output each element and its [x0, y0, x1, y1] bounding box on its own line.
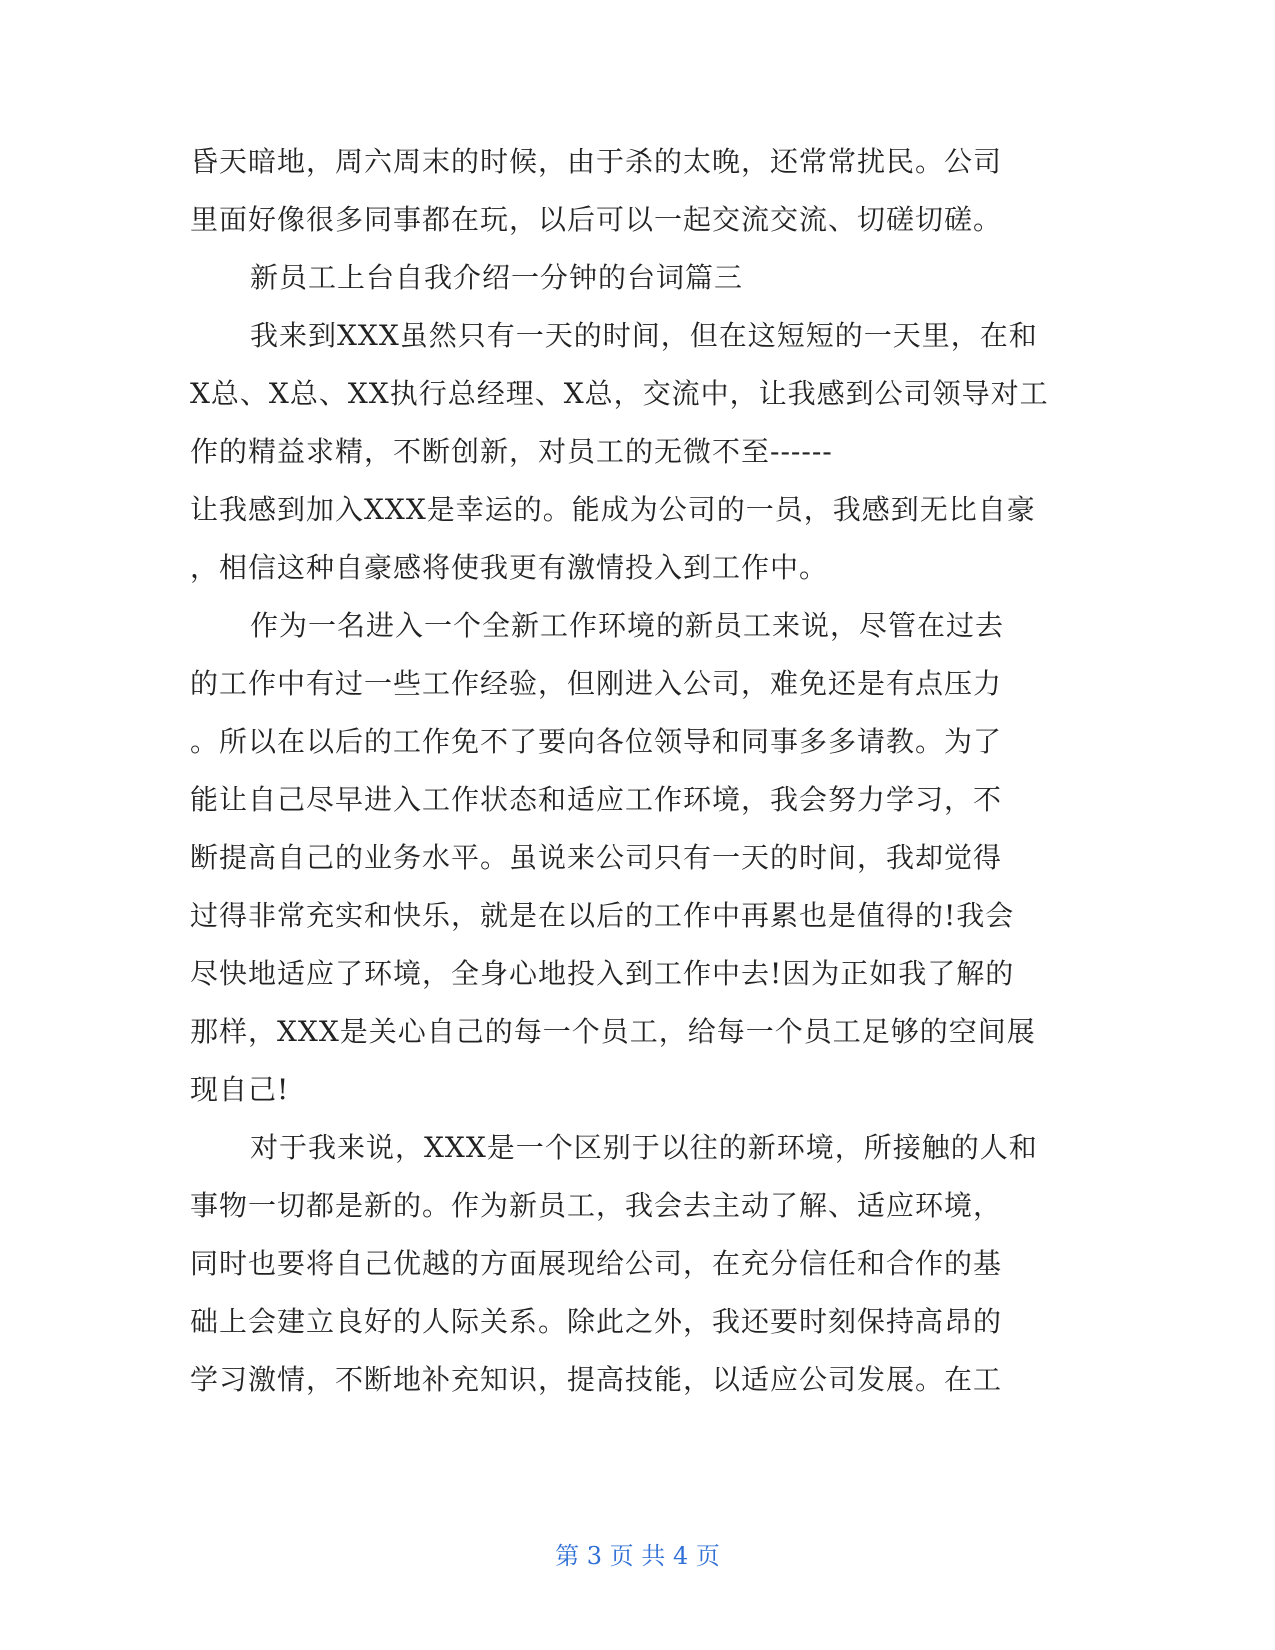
body-line: 对于我来说，XXX是一个区别于以往的新环境，所接触的人和	[250, 1131, 1038, 1164]
body-line: ，相信这种自豪感将使我更有激情投入到工作中。	[190, 551, 829, 584]
body-line: 的工作中有过一些工作经验，但刚进入公司，难免还是有点压力	[190, 667, 1003, 700]
body-line: 断提高自己的业务水平。虽说来公司只有一天的时间，我却觉得	[190, 841, 1003, 874]
body-line: 我来到XXX虽然只有一天的时间，但在这短短的一天里，在和	[250, 319, 1038, 352]
body-line: 能让自己尽早进入工作状态和适应工作环境，我会努力学习，不	[190, 783, 1003, 816]
body-line: 。所以在以后的工作免不了要向各位领导和同事多多请教。为了	[190, 725, 1003, 758]
page-number-footer: 第 3 页 共 4 页	[555, 1542, 720, 1570]
body-line: 让我感到加入XXX是幸运的。能成为公司的一员，我感到无比自豪	[190, 493, 1036, 526]
body-line: 现自己!	[190, 1073, 290, 1106]
body-line: 事物一切都是新的。作为新员工，我会去主动了解、适应环境，	[190, 1189, 1003, 1222]
body-line: 尽快地适应了环境，全身心地投入到工作中去!因为正如我了解的	[190, 957, 1015, 990]
body-line: 过得非常充实和快乐，就是在以后的工作中再累也是值得的!我会	[190, 899, 1015, 932]
body-line: 学习激情，不断地补充知识，提高技能，以适应公司发展。在工	[190, 1363, 1003, 1396]
section-heading: 新员工上台自我介绍一分钟的台词篇三	[250, 261, 744, 294]
body-line: 作的精益求精，不断创新，对员工的无微不至------	[190, 435, 833, 468]
body-line: 昏天暗地，周六周末的时候，由于杀的太晚，还常常扰民。公司	[190, 145, 1003, 178]
body-line: 同时也要将自己优越的方面展现给公司，在充分信任和合作的基	[190, 1247, 1003, 1280]
body-line: 那样，XXX是关心自己的每一个员工，给每一个员工足够的空间展	[190, 1015, 1036, 1048]
body-line: X总、X总、XX执行总经理、X总，交流中，让我感到公司领导对工	[190, 377, 1049, 410]
body-line: 作为一名进入一个全新工作环境的新员工来说，尽管在过去	[250, 609, 1005, 642]
body-line: 础上会建立良好的人际关系。除此之外，我还要时刻保持高昂的	[190, 1305, 1003, 1338]
body-line: 里面好像很多同事都在玩，以后可以一起交流交流、切磋切磋。	[190, 203, 1003, 236]
